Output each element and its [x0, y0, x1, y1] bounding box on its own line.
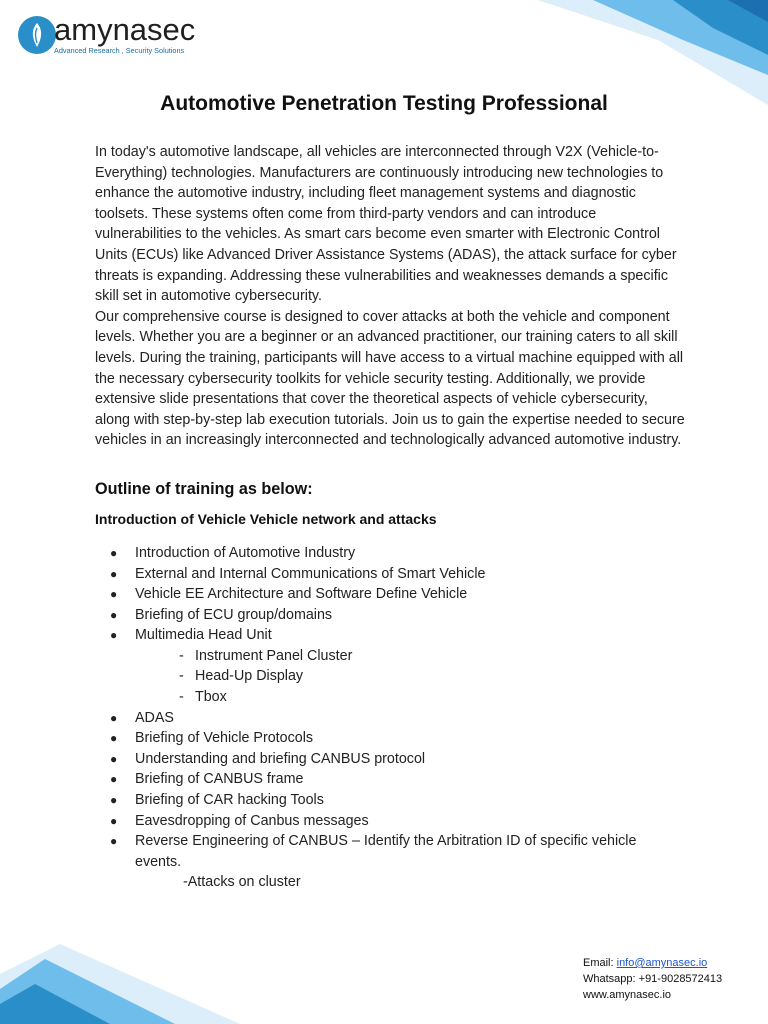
- head-unit-sublist: [95, 646, 685, 708]
- contact-whatsapp: Whatsapp: +91-9028572413: [583, 973, 723, 985]
- list-item: ● Briefing of CANBUS frame: [110, 771, 304, 788]
- list-item: ● Briefing of Vehicle Protocols: [110, 730, 314, 747]
- page-title: Automotive Penetration Testing Professional: [160, 92, 608, 115]
- contact-block: [583, 955, 722, 1003]
- list-item: ● External and Internal Communications of Smart Vehicle: [110, 565, 486, 582]
- brand-logo: [18, 12, 208, 62]
- shield-logo-icon: [18, 16, 56, 54]
- list-item: ● Introduction of Automotive Industry: [110, 544, 356, 561]
- contact-email-line: [583, 955, 722, 971]
- sub-list-item: - Head-Up Display: [179, 668, 304, 685]
- training-outline-list-continued: [95, 708, 685, 873]
- sub-list-item: - Tbox: [179, 689, 227, 706]
- sub-list-item: - Instrument Panel Cluster: [179, 647, 353, 664]
- list-item: ● Eavesdropping of Canbus messages: [110, 812, 369, 829]
- list-item: ● Briefing of CAR hacking Tools: [110, 792, 324, 809]
- document-body: [95, 142, 685, 893]
- brand-name: amynasec: [54, 12, 196, 47]
- bottom-left-decoration: [0, 944, 240, 1024]
- email-link[interactable]: info@amynasec.io: [616, 957, 708, 969]
- section-heading: Introduction of Vehicle Vehicle network and attacks: [95, 510, 437, 527]
- cluster-attacks-item: -Attacks on cluster: [183, 874, 301, 891]
- intro-paragraph: In today's automotive landscape, all vehicles are interconnected through V2X (Vehicle-to-Everything) technologies. Manufacturers are continuously introducing new technologies to enhance the automotive industry, including fleet management systems and diagnostic toolsets. These systems often come from third-party vendors and can introduce vulnerabilities to the vehicles. As smart cars become even smarter with Electronic Control Units (ECUs) like Advanced Driver Assistance Systems (ADAS), the attack surface for cyber threats is expanding. Addressing these vulnerabilities and weaknesses demands a specific skill set in automotive cybersecurity.: [95, 144, 677, 305]
- list-item: ● Reverse Engineering of CANBUS – Identify the Arbitration ID of specific vehicle events.: [110, 833, 637, 870]
- course-paragraph: Our comprehensive course is designed to cover attacks at both the vehicle and component levels. Whether you are a beginner or an advanced practitioner, our training caters to all skill levels. During the training, participants will have access to a virtual machine equipped with all the necessary cybersecurity toolkits for vehicle security testing. Additionally, we provide extensive slide presentations that cover the theoretical aspects of vehicle cybersecurity, along with step-by-step lab execution tutorials. Join us to gain the expertise needed to secure vehicles in an increasingly interconnected and technologically advanced automotive industry.: [95, 308, 685, 449]
- brand-tagline: Advanced Research , Security Solutions: [54, 46, 185, 55]
- list-item: ● Multimedia Head Unit: [110, 627, 272, 644]
- outline-heading: Outline of training as below:: [95, 479, 313, 498]
- list-item: ● Briefing of ECU group/domains: [110, 606, 333, 623]
- list-item: ● ADAS: [110, 709, 174, 726]
- list-item: ● Vehicle EE Architecture and Software Define Vehicle: [110, 586, 468, 603]
- list-item: ● Understanding and briefing CANBUS protocol: [110, 750, 426, 767]
- email-label: Email:: [583, 957, 614, 969]
- training-outline-list: [95, 543, 685, 646]
- contact-website: www.amynasec.io: [583, 989, 672, 1001]
